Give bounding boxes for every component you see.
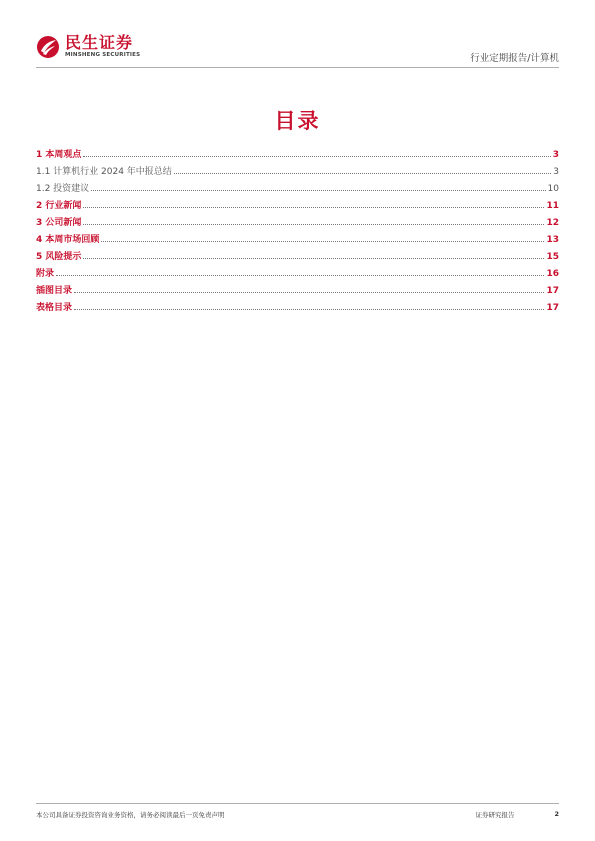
toc-entry-page: 3 [552, 150, 559, 160]
toc-leader-dots [91, 190, 545, 191]
report-type-label: 行业定期报告/计算机 [470, 53, 559, 64]
toc-entry[interactable] [36, 245, 559, 262]
table-of-contents [36, 143, 559, 313]
toc-entry-label: 表格目录 [36, 303, 73, 313]
toc-entry-label: 1.2 投资建议 [36, 184, 90, 194]
toc-entry[interactable] [36, 262, 559, 279]
toc-entry[interactable] [36, 296, 559, 313]
toc-entry-page: 3 [553, 167, 559, 177]
toc-entry-label: 4 本周市场回顾 [36, 235, 100, 245]
footer-disclaimer: 本公司具备证券投资咨询业务资格，请务必阅读最后一页免责声明 [36, 811, 225, 819]
toc-leader-dots [83, 258, 544, 259]
toc-entry[interactable] [36, 279, 559, 296]
toc-entry-page: 17 [546, 286, 559, 296]
toc-leader-dots [83, 207, 544, 208]
logo-english-name: MINSHENG SECURITIES [65, 52, 141, 58]
toc-entry-page: 12 [546, 218, 559, 228]
toc-leader-dots [74, 309, 544, 310]
toc-entry-label: 附录 [36, 269, 55, 279]
toc-entry[interactable] [36, 160, 559, 177]
toc-entry-label: 5 风险提示 [36, 252, 82, 262]
footer-divider [36, 803, 559, 804]
toc-leader-dots [74, 292, 544, 293]
toc-leader-dots [83, 224, 544, 225]
page-number: 2 [554, 810, 559, 818]
toc-entry[interactable] [36, 228, 559, 245]
toc-title: 目录 [274, 109, 321, 133]
toc-leader-dots [101, 241, 544, 242]
toc-entry-page: 13 [546, 235, 559, 245]
toc-entry-label: 1 本周观点 [36, 150, 82, 160]
footer-meta [475, 810, 559, 819]
toc-entry-page: 16 [546, 269, 559, 279]
page-header [36, 30, 559, 70]
toc-leader-dots [56, 275, 544, 276]
toc-entry[interactable] [36, 143, 559, 160]
toc-entry[interactable] [36, 194, 559, 211]
toc-entry-page: 11 [546, 201, 559, 211]
toc-entry-page: 17 [546, 303, 559, 313]
toc-leader-dots [174, 173, 551, 174]
toc-entry[interactable] [36, 211, 559, 228]
toc-entry-page: 10 [547, 184, 559, 194]
toc-leader-dots [83, 156, 550, 157]
footer-report-label: 证券研究报告 [475, 811, 515, 819]
toc-entry-label: 3 公司新闻 [36, 218, 82, 228]
logo-chinese-name: 民生证券 [65, 33, 134, 52]
minsheng-logo-icon [36, 35, 60, 59]
header-divider [36, 67, 559, 68]
company-logo [36, 34, 140, 59]
toc-entry[interactable] [36, 177, 559, 194]
toc-entry-label: 2 行业新闻 [36, 201, 82, 211]
toc-entry-label: 1.1 计算机行业 2024 年中报总结 [36, 167, 172, 177]
toc-entry-label: 插图目录 [36, 286, 73, 296]
toc-entry-page: 15 [546, 252, 559, 262]
